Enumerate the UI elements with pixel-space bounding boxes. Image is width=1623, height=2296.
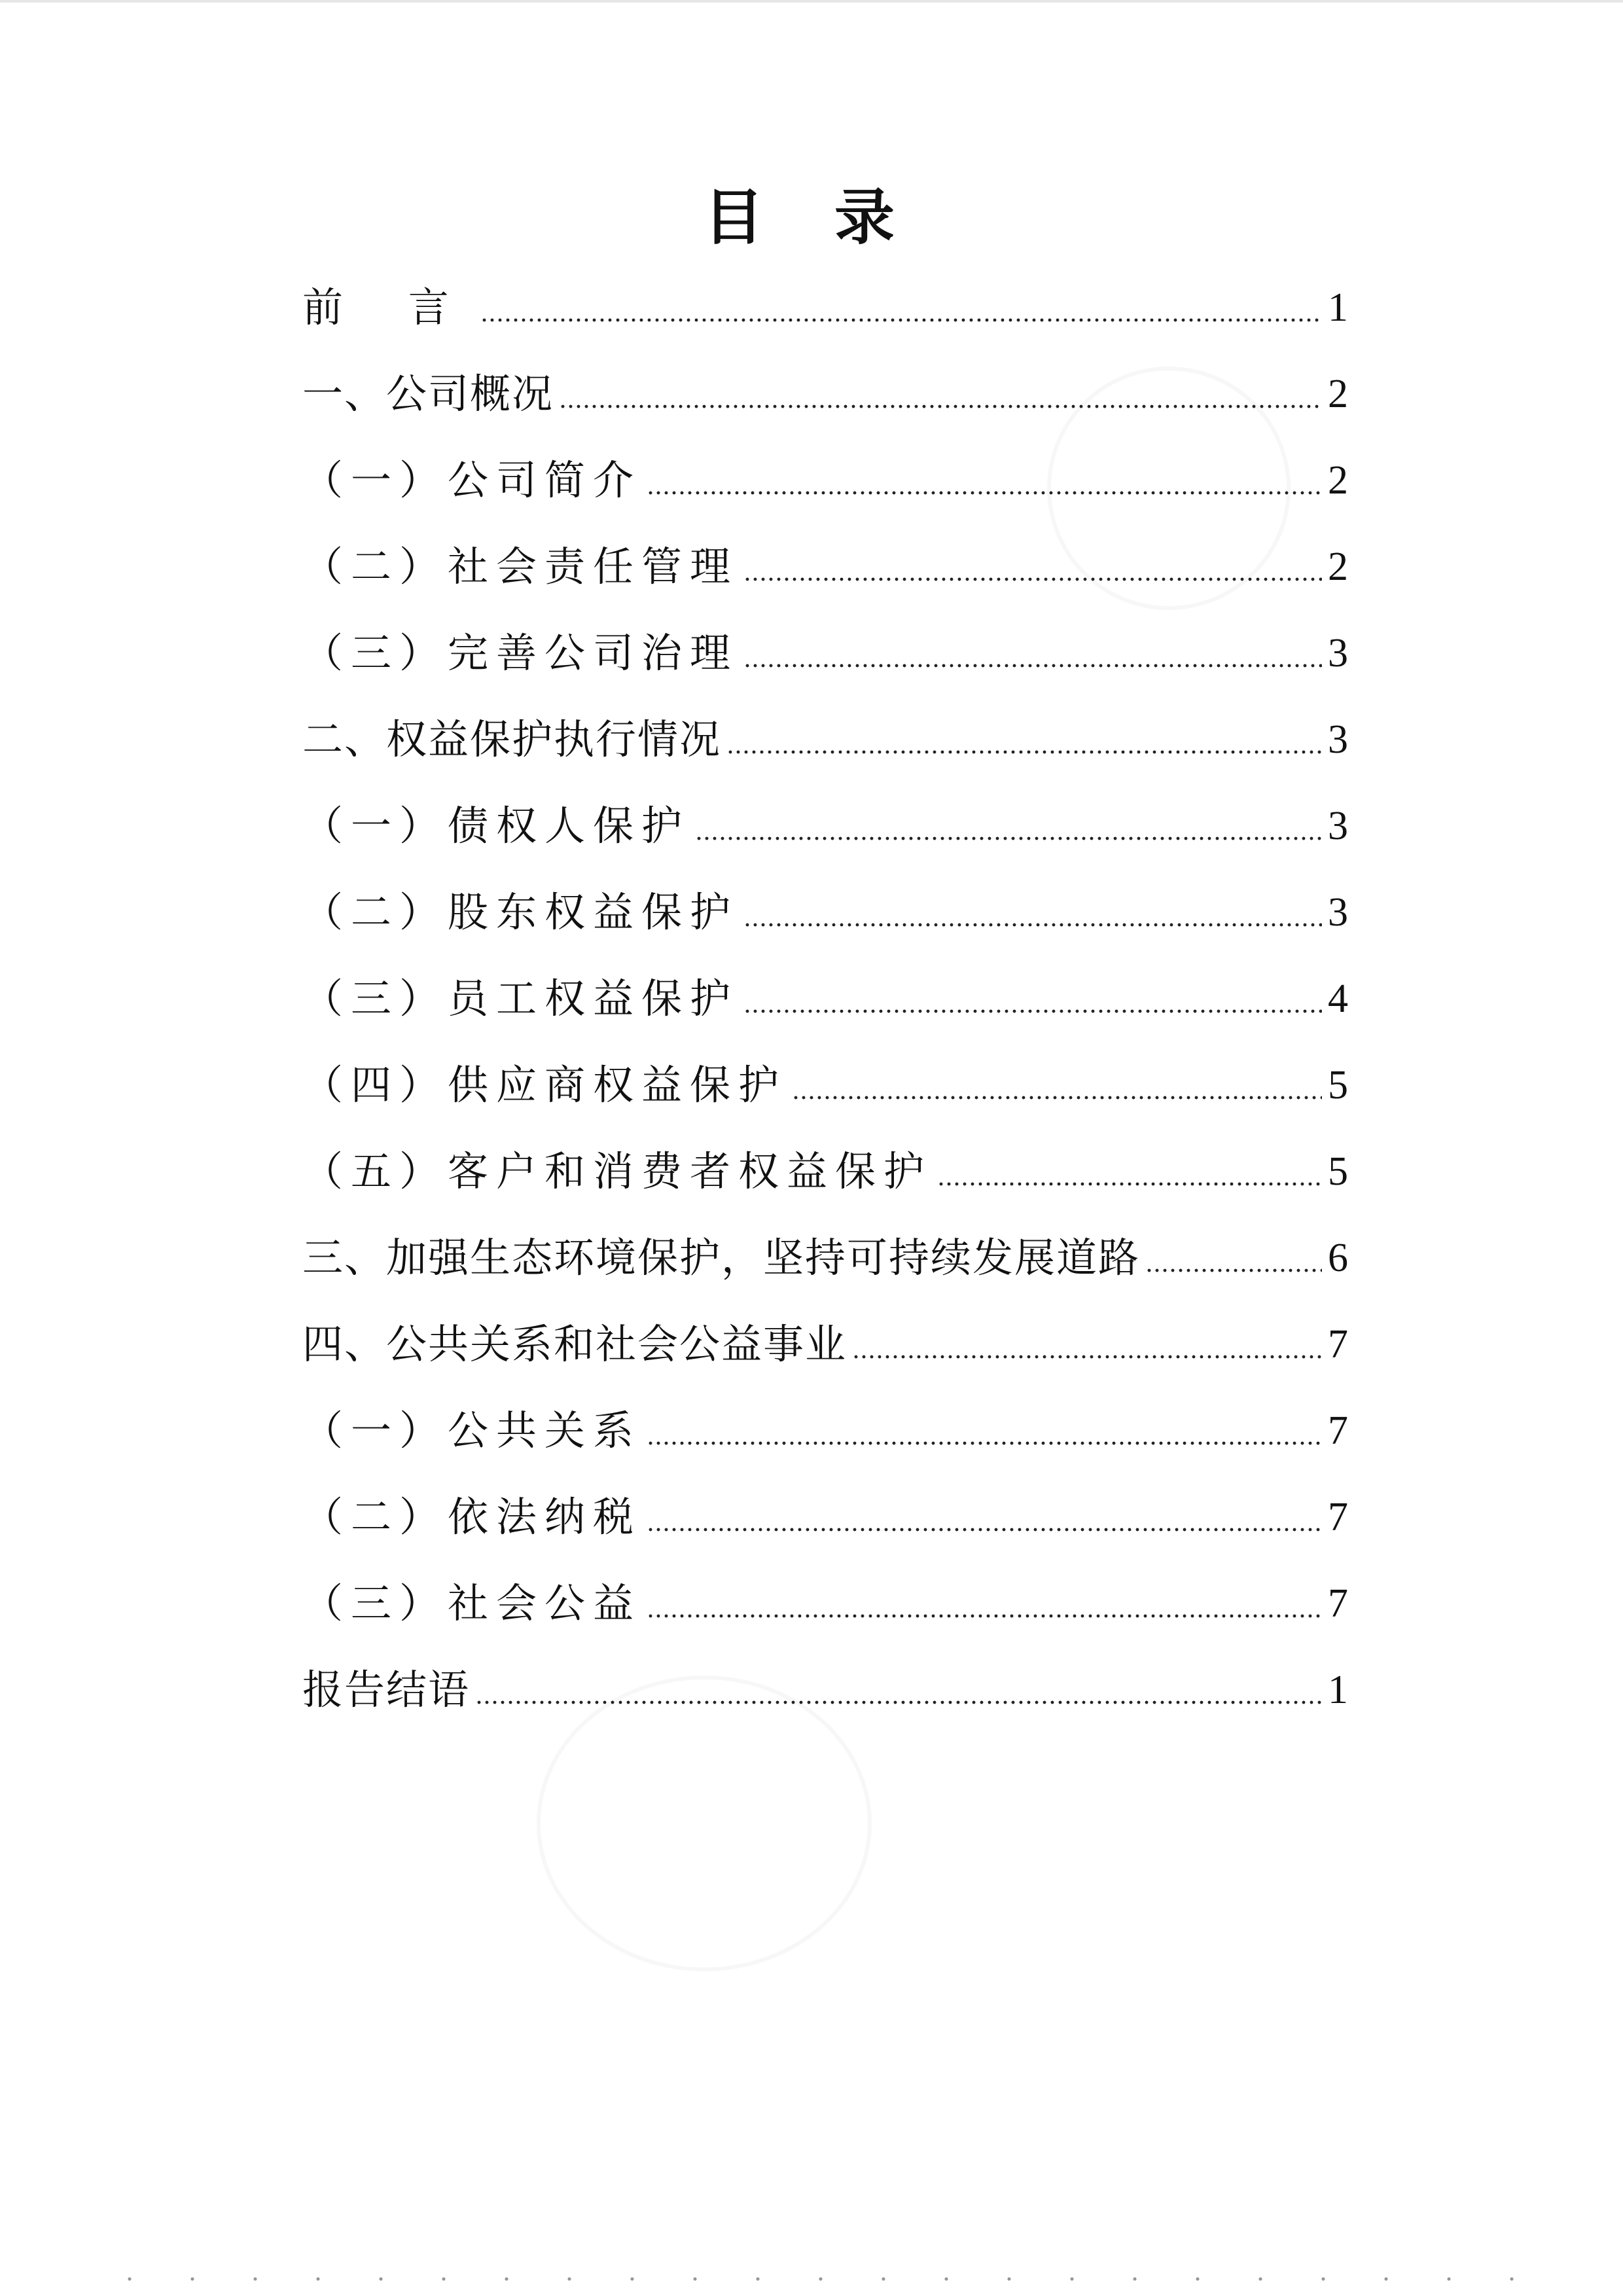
scan-edge-specks: [98, 2276, 1525, 2282]
toc-entry-label: （一）公司简介: [302, 456, 642, 504]
dot-leader: [647, 1525, 1322, 1534]
toc-entry[interactable]: [302, 348, 1348, 420]
dot-leader: [852, 1352, 1322, 1361]
dot-leader: [743, 575, 1322, 584]
toc-entry[interactable]: [302, 1212, 1348, 1284]
toc-entry[interactable]: [302, 1558, 1348, 1630]
page-title: 目 录: [703, 183, 920, 253]
dot-leader: [726, 747, 1322, 757]
toc-entry[interactable]: [302, 1644, 1348, 1716]
toc-entry[interactable]: [302, 521, 1348, 593]
toc-entry-label: （一）债权人保护: [302, 802, 690, 850]
toc-entry[interactable]: [302, 1126, 1348, 1198]
toc-entry-label: 三、加强生态环境保护，坚持可持续发展道路: [302, 1234, 1141, 1282]
dot-leader: [647, 1439, 1322, 1448]
dot-leader: [792, 1093, 1322, 1102]
dot-leader: [937, 1179, 1322, 1189]
toc-entry-label: （三）社会公益: [302, 1579, 642, 1627]
toc-page-number: 1: [1328, 285, 1348, 330]
toc-page-number: 4: [1328, 977, 1348, 1021]
toc-page-number: 5: [1328, 1063, 1348, 1107]
dot-leader: [743, 920, 1322, 929]
toc-page-number: 3: [1328, 890, 1348, 935]
dot-leader: [743, 1007, 1322, 1016]
toc-entry-label: 一、公司概况: [302, 370, 554, 418]
dot-leader: [647, 488, 1322, 497]
dot-leader: [743, 661, 1322, 670]
toc-entry[interactable]: [302, 953, 1348, 1025]
toc-page-number: 3: [1328, 804, 1348, 848]
toc-entry[interactable]: [302, 262, 1348, 334]
toc-entry[interactable]: [302, 780, 1348, 852]
toc-entry-label: （三）完善公司治理: [302, 629, 739, 677]
toc-entry-label: 前 言: [302, 283, 475, 331]
toc-page-number: 7: [1328, 1408, 1348, 1453]
toc-entry-label: 报告结语: [302, 1666, 471, 1713]
toc-page-number: 7: [1328, 1495, 1348, 1539]
toc-entry-label: 二、权益保护执行情况: [302, 715, 722, 763]
toc-page-number: 6: [1328, 1236, 1348, 1280]
toc-page-number: 5: [1328, 1149, 1348, 1194]
toc-page-number: 2: [1328, 458, 1348, 503]
toc-entry[interactable]: [302, 607, 1348, 679]
toc-entry[interactable]: [302, 435, 1348, 507]
toc-page-number: 2: [1328, 545, 1348, 589]
toc-page-number: 7: [1328, 1581, 1348, 1626]
toc-entry-label: （三）员工权益保护: [302, 975, 739, 1022]
dot-leader: [695, 834, 1322, 843]
dot-leader: [647, 1611, 1322, 1621]
dot-leader: [1145, 1266, 1322, 1275]
dot-leader: [480, 315, 1322, 325]
toc-entry-label: （四）供应商权益保护: [302, 1061, 787, 1109]
toc-entry[interactable]: [302, 1299, 1348, 1371]
toc-entry-label: （二）依法纳税: [302, 1493, 642, 1541]
toc-entry-label: （五）客户和消费者权益保护: [302, 1147, 933, 1195]
toc-entry-label: （二）社会责任管理: [302, 543, 739, 590]
toc-page-number: 3: [1328, 631, 1348, 675]
toc-entry[interactable]: [302, 1471, 1348, 1543]
toc-entry[interactable]: [302, 867, 1348, 939]
toc-entry-label: （一）公共关系: [302, 1407, 642, 1454]
toc-page-number: 2: [1328, 372, 1348, 416]
toc-entry[interactable]: [302, 1385, 1348, 1457]
dot-leader: [559, 402, 1322, 411]
toc-entry-label: 四、公共关系和社会公益事业: [302, 1320, 847, 1368]
toc-page-number: 3: [1328, 717, 1348, 762]
toc-entry[interactable]: [302, 694, 1348, 766]
toc-entry[interactable]: [302, 1039, 1348, 1111]
toc-page-number: 7: [1328, 1322, 1348, 1367]
toc-page-number: 1: [1328, 1668, 1348, 1712]
dot-leader: [475, 1698, 1322, 1707]
toc-entry-label: （二）股东权益保护: [302, 888, 739, 936]
